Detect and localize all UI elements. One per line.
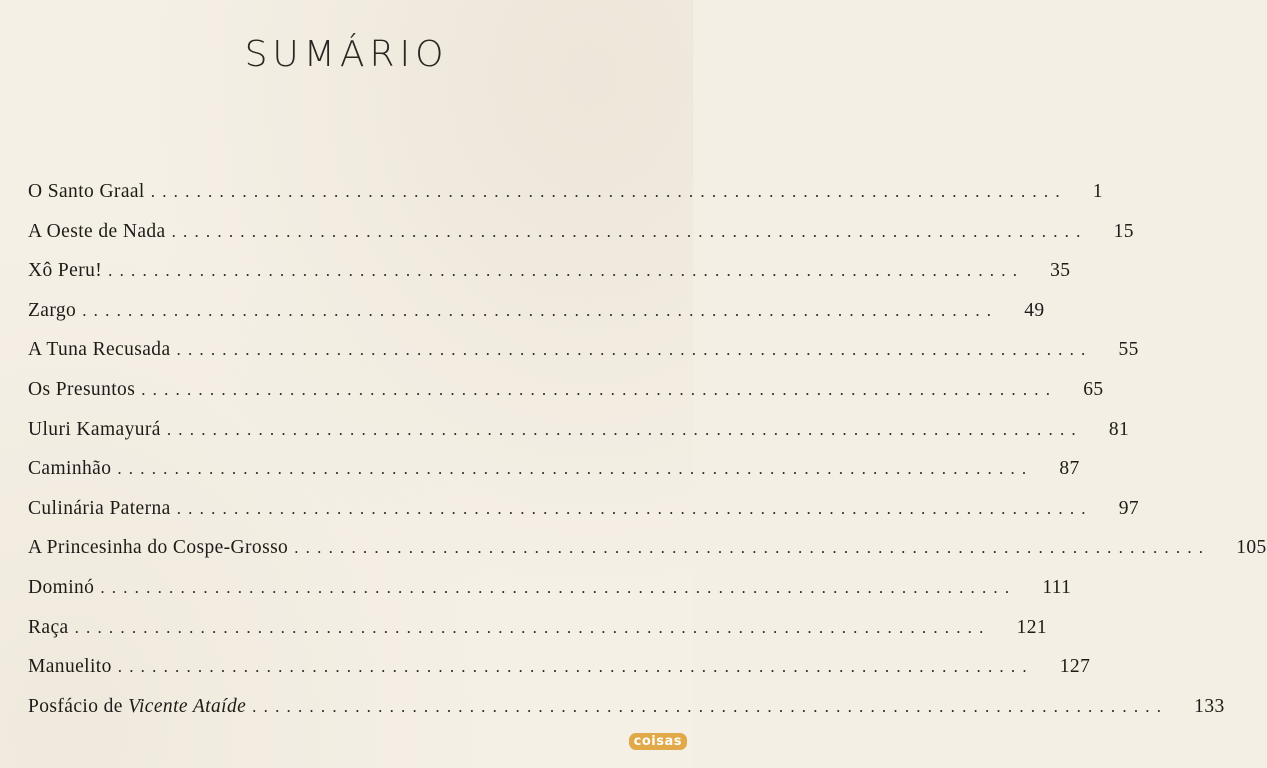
dot-leader: ................................................................................: [108, 261, 1025, 281]
dot-leader: ................................................................................: [176, 340, 1093, 360]
toc-entry: [28, 181, 1103, 221]
toc-entry-title: Manuelito: [28, 656, 112, 678]
toc-entry-page: 15: [1113, 220, 1134, 242]
toc-entry-title: Culinária Paterna: [28, 497, 171, 519]
toc-entry-page: 111: [1042, 576, 1072, 598]
dot-leader: ................................................................................: [171, 221, 1088, 241]
toc-entry: [28, 656, 1091, 696]
toc-entry: [28, 497, 1140, 538]
toc-entry: [28, 418, 1130, 459]
dot-leader: ................................................................................: [252, 696, 1169, 716]
toc-entry: [28, 537, 1267, 577]
dot-leader: ................................................................................: [100, 577, 1017, 597]
toc-entry-title: [28, 696, 246, 718]
toc-entry-title: Dominó: [28, 576, 95, 598]
toc-entry-title: A Tuna Recusada: [28, 339, 171, 361]
toc-entry-page: 35: [1050, 260, 1071, 282]
toc-entry-title: Uluri Kamayurá: [28, 418, 161, 440]
toc-entry: [28, 378, 1104, 419]
toc-entry: [28, 220, 1134, 261]
toc-entry-page: 1: [1092, 181, 1103, 202]
toc-entry-page: 65: [1083, 378, 1104, 400]
dot-leader: ................................................................................: [294, 538, 1211, 558]
toc-entry-page: 87: [1059, 458, 1080, 480]
page-title: SUMÁRIO: [244, 34, 449, 75]
dot-leader: ................................................................................: [74, 617, 991, 637]
site-watermark: coisas: [629, 733, 687, 750]
toc-entry-title: Os Presuntos: [28, 378, 136, 400]
toc-entry-title: A Princesinha do Cospe-Grosso: [28, 537, 289, 559]
toc-entry-page: 97: [1118, 497, 1140, 519]
toc-entry-title: O Santo Graal: [28, 181, 145, 202]
dot-leader: ................................................................................: [117, 459, 1034, 479]
toc-entry: [28, 299, 1045, 340]
dot-leader: ................................................................................: [117, 657, 1034, 677]
table-of-contents: [28, 181, 1267, 735]
dot-leader: ................................................................................: [150, 182, 1067, 201]
toc-entry: [28, 458, 1080, 498]
toc-entry-page: 105: [1236, 537, 1267, 559]
dot-leader: ................................................................................: [166, 419, 1083, 439]
toc-entry-title: Zargo: [28, 299, 77, 321]
toc-entry-page: 49: [1024, 299, 1045, 321]
toc-entry-title: Raça: [28, 616, 69, 638]
toc-entry-title-italic: Vicente Ataíde: [128, 695, 247, 717]
toc-entry-page: 121: [1016, 616, 1048, 638]
toc-entry: [28, 260, 1071, 300]
toc-entry-page: 55: [1118, 339, 1139, 361]
toc-entry-page: 127: [1059, 656, 1091, 678]
toc-entry-title: Xô Peru!: [28, 260, 103, 282]
dot-leader: ................................................................................: [141, 379, 1058, 399]
dot-leader: ................................................................................: [176, 498, 1093, 518]
dot-leader: ................................................................................: [82, 300, 999, 320]
toc-entry-page: 133: [1194, 695, 1225, 717]
toc-entry: [28, 339, 1139, 379]
toc-entry-title: Caminhão: [28, 458, 112, 480]
toc-entry-page: 81: [1108, 418, 1130, 440]
toc-entry-title-roman: Posfácio de: [28, 695, 123, 717]
toc-entry: [28, 616, 1048, 657]
toc-entry: [28, 695, 1225, 736]
toc-entry: [28, 576, 1072, 617]
toc-entry-title: A Oeste de Nada: [28, 220, 166, 242]
